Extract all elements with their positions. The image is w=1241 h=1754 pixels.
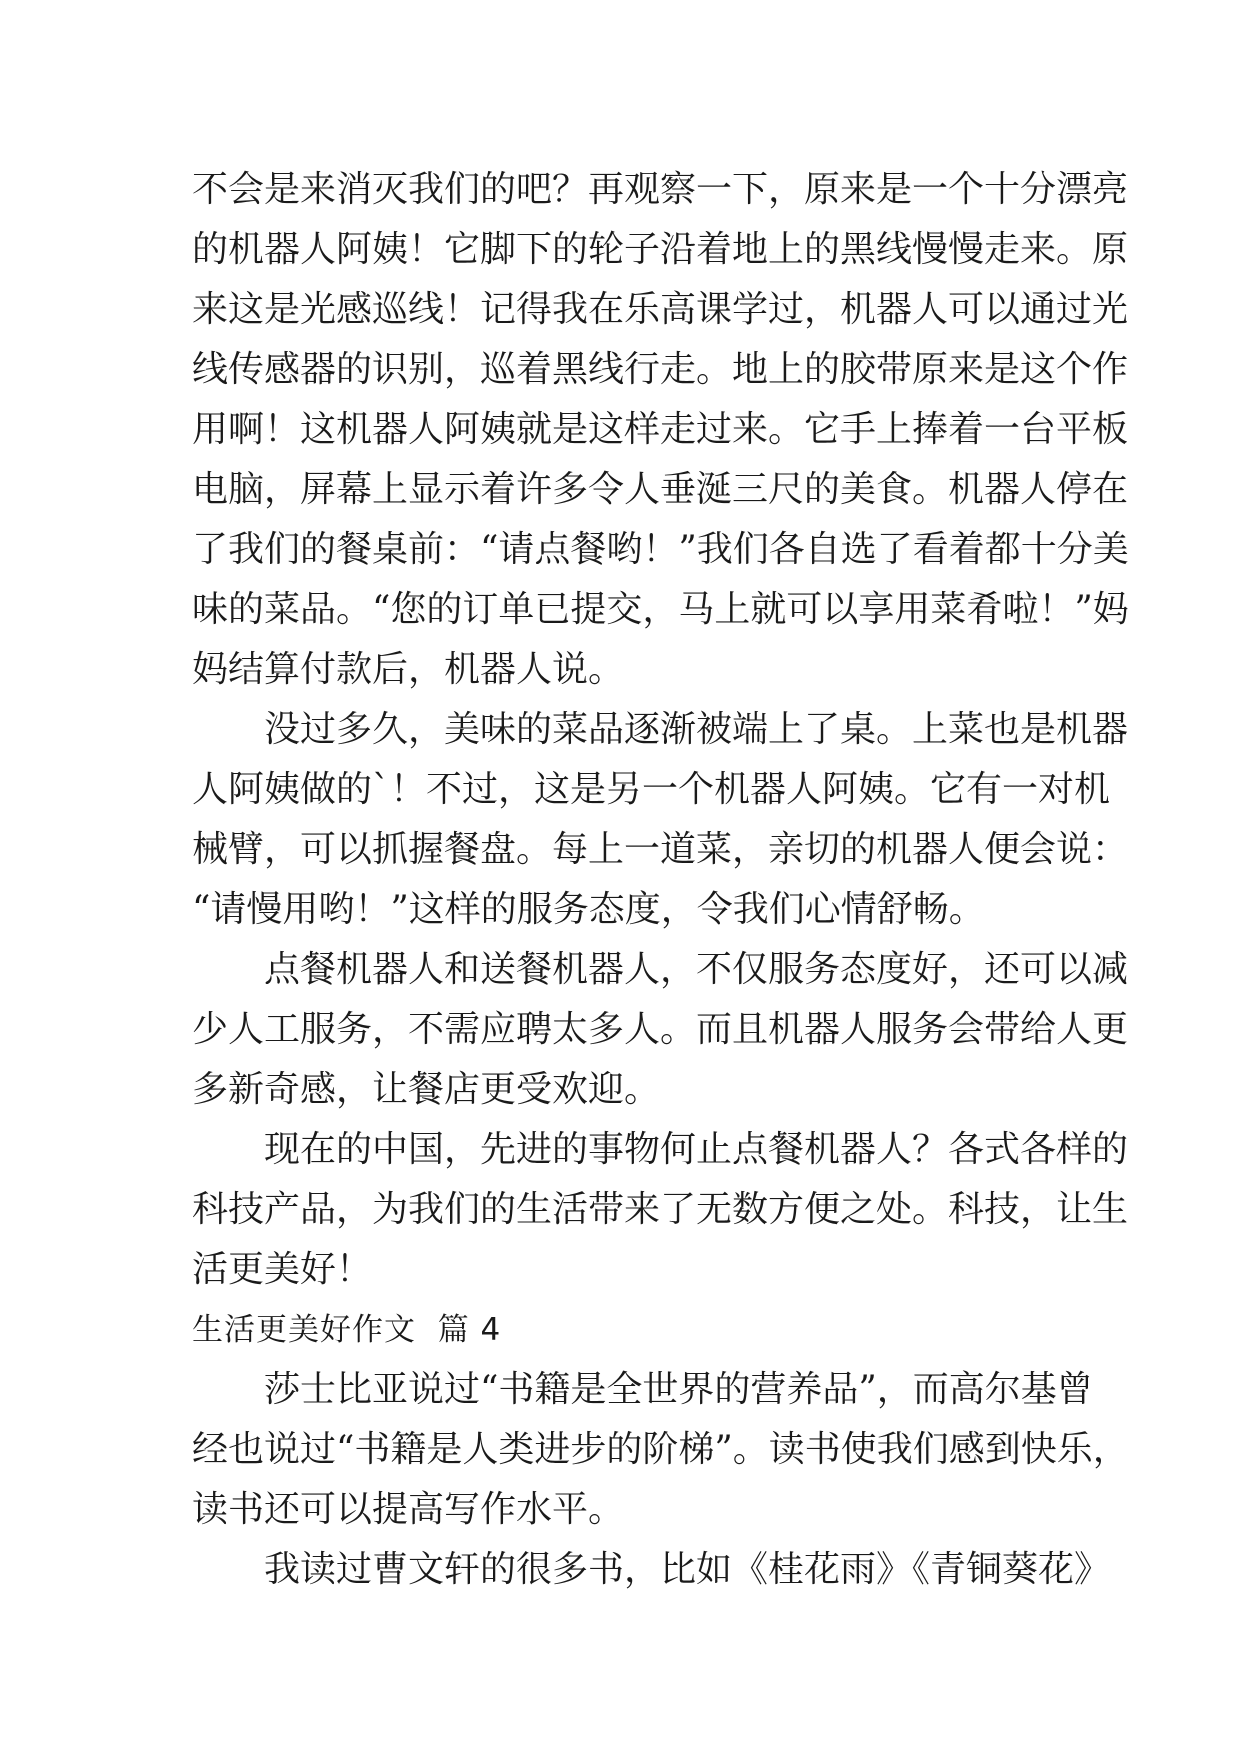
text-line: 械臂，可以抓握餐盘。每上一道菜，亲切的机器人便会说： bbox=[192, 829, 1129, 870]
essay-text bbox=[192, 160, 1129, 1600]
text-line: 活更美好！ bbox=[192, 1249, 373, 1290]
text-line: 少人工服务，不需应聘太多人。而且机器人服务会带给人更 bbox=[192, 1009, 1129, 1050]
text-line: 电脑，屏幕上显示着许多令人垂涎三尺的美食。机器人停在 bbox=[192, 469, 1129, 510]
text-line: 用啊！这机器人阿姨就是这样走过来。它手上捧着一台平板 bbox=[192, 409, 1129, 450]
text-line: 现在的中国，先进的事物何止点餐机器人？各式各样的 bbox=[192, 1129, 1129, 1170]
text-line: 来这是光感巡线！记得我在乐高课学过，机器人可以通过光 bbox=[192, 289, 1129, 330]
text-line: 科技产品，为我们的生活带来了无数方便之处。科技，让生 bbox=[192, 1189, 1129, 1230]
text-line: 人阿姨做的`！不过，这是另一个机器人阿姨。它有一对机 bbox=[192, 769, 1111, 810]
text-line: 莎士比亚说过“书籍是全世界的营养品”，而高尔基曾 bbox=[192, 1369, 1093, 1410]
text-line: 了我们的餐桌前：“请点餐哟！”我们各自选了看着都十分美 bbox=[192, 529, 1129, 570]
text-line: “请慢用哟！”这样的服务态度，令我们心情舒畅。 bbox=[192, 889, 985, 930]
text-line: 妈结算付款后，机器人说。 bbox=[192, 649, 625, 690]
text-line: 没过多久，美味的菜品逐渐被端上了桌。上菜也是机器 bbox=[192, 709, 1129, 750]
text-line: 味的菜品。“您的订单已提交，马上就可以享用菜肴啦！”妈 bbox=[192, 589, 1129, 630]
text-line: 的机器人阿姨！它脚下的轮子沿着地上的黑线慢慢走来。原 bbox=[192, 229, 1129, 270]
text-line: 线传感器的识别，巡着黑线行走。地上的胶带原来是这个作 bbox=[192, 349, 1129, 390]
section-heading: 生活更美好作文 篇 4 bbox=[192, 1312, 502, 1348]
text-line: 我读过曹文轩的很多书，比如《桂花雨》《青铜葵花》 bbox=[192, 1549, 1111, 1590]
text-line: 多新奇感，让餐店更受欢迎。 bbox=[192, 1069, 661, 1110]
text-line: 不会是来消灭我们的吧？再观察一下，原来是一个十分漂亮 bbox=[192, 169, 1129, 210]
text-line: 点餐机器人和送餐机器人，不仅服务态度好，还可以减 bbox=[192, 949, 1129, 990]
text-line: 读书还可以提高写作水平。 bbox=[192, 1489, 625, 1530]
text-line: 经也说过“书籍是人类进步的阶梯”。读书使我们感到快乐， bbox=[192, 1429, 1129, 1470]
